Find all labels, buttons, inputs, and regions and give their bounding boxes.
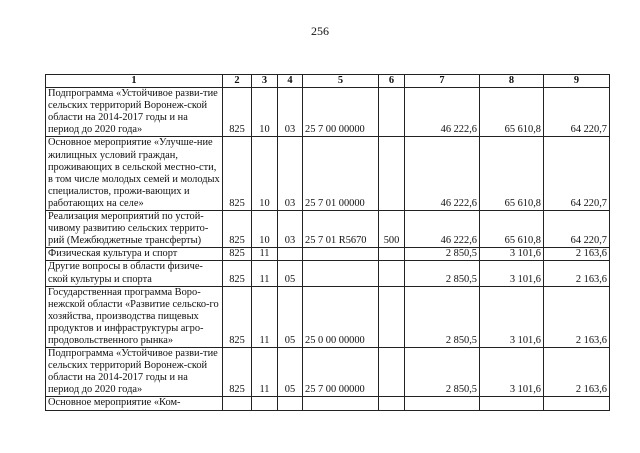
subsection-code-cell: 05 [278,348,303,397]
amount-cell-col7: 2 850,5 [405,348,480,397]
subsection-code-cell: 05 [278,286,303,347]
table-row [46,397,610,410]
amount-cell-col9: 64 220,7 [544,88,610,137]
subsection-code-cell: 03 [278,137,303,211]
expense-type-cell [379,286,405,347]
ministry-code-cell: 825 [223,137,252,211]
column-header: 8 [480,75,544,88]
expense-type-cell: 500 [379,211,405,248]
column-header: 1 [46,75,223,88]
section-code-cell: 11 [252,348,278,397]
expense-type-cell [379,348,405,397]
table-row [46,211,610,248]
target-article-cell [303,248,379,261]
subsection-code-cell [278,248,303,261]
row-description: Физическая культура и спорт [46,248,223,261]
target-article-cell: 25 7 01 R5670 [303,211,379,248]
table-row [46,88,610,137]
column-header: 3 [252,75,278,88]
row-description: Основное мероприятие «Улучше-ние жилищных условий граждан, проживающих в сельской местно-сти, в том числе молодых семей и молодых специалистов, прожи-вающих и работающих на селе» [46,137,223,211]
subsection-code-cell: 05 [278,261,303,286]
amount-cell-col7: 2 850,5 [405,248,480,261]
amount-cell-col9: 2 163,6 [544,286,610,347]
column-header: 4 [278,75,303,88]
amount-cell-col9 [544,397,610,410]
target-article-cell: 25 7 01 00000 [303,137,379,211]
column-header: 2 [223,75,252,88]
amount-cell-col9: 64 220,7 [544,211,610,248]
section-code-cell: 11 [252,248,278,261]
amount-cell-col8: 65 610,8 [480,137,544,211]
table-row [46,137,610,211]
target-article-cell: 25 7 00 00000 [303,348,379,397]
column-header: 6 [379,75,405,88]
amount-cell-col7: 46 222,6 [405,211,480,248]
row-description: Подпрограмма «Устойчивое разви-тие сельских территорий Воронеж-ской области на 2014-2017 годы и на период до 2020 года» [46,88,223,137]
amount-cell-col9: 2 163,6 [544,248,610,261]
subsection-code-cell: 03 [278,88,303,137]
target-article-cell [303,397,379,410]
amount-cell-col8 [480,397,544,410]
subsection-code-cell: 03 [278,211,303,248]
row-description: Другие вопросы в области физиче-ской культуры и спорта [46,261,223,286]
amount-cell-col9: 64 220,7 [544,137,610,211]
row-description: Основное мероприятие «Ком- [46,397,223,410]
amount-cell-col8: 65 610,8 [480,211,544,248]
amount-cell-col8: 3 101,6 [480,248,544,261]
amount-cell-col7 [405,397,480,410]
ministry-code-cell: 825 [223,261,252,286]
expense-type-cell [379,88,405,137]
table-row [46,286,610,347]
expense-type-cell [379,137,405,211]
target-article-cell [303,261,379,286]
row-description: Реализация мероприятий по устой-чивому развитию сельских террито-рий (Межбюджетные трансферты) [46,211,223,248]
target-article-cell: 25 7 00 00000 [303,88,379,137]
ministry-code-cell: 825 [223,348,252,397]
column-header: 9 [544,75,610,88]
expense-type-cell [379,248,405,261]
amount-cell-col7: 2 850,5 [405,261,480,286]
section-code-cell: 10 [252,211,278,248]
amount-cell-col9: 2 163,6 [544,261,610,286]
ministry-code-cell: 825 [223,286,252,347]
table-row [46,348,610,397]
ministry-code-cell: 825 [223,211,252,248]
ministry-code-cell: 825 [223,248,252,261]
section-code-cell: 11 [252,286,278,347]
table-header-row [46,75,610,88]
amount-cell-col7: 46 222,6 [405,88,480,137]
amount-cell-col9: 2 163,6 [544,348,610,397]
expense-type-cell [379,397,405,410]
page-number: 256 [311,24,329,38]
amount-cell-col7: 2 850,5 [405,286,480,347]
page-bottom-edge [0,435,640,453]
column-header: 7 [405,75,480,88]
target-article-cell: 25 0 00 00000 [303,286,379,347]
subsection-code-cell [278,397,303,410]
ministry-code-cell [223,397,252,410]
row-description: Подпрограмма «Устойчивое разви-тие сельских территорий Воронеж-ской области на 2014-2017 годы и на период до 2020 года» [46,348,223,397]
ministry-code-cell: 825 [223,88,252,137]
section-code-cell: 10 [252,137,278,211]
amount-cell-col8: 3 101,6 [480,286,544,347]
budget-table [45,74,610,411]
amount-cell-col7: 46 222,6 [405,137,480,211]
amount-cell-col8: 3 101,6 [480,348,544,397]
row-description: Государственная программа Воро-нежской области «Развитие сельско-го хозяйства, производства пищевых продуктов и инфраструктуры агро-продовольственного рынка» [46,286,223,347]
amount-cell-col8: 3 101,6 [480,261,544,286]
section-code-cell: 11 [252,261,278,286]
table-row [46,248,610,261]
column-header: 5 [303,75,379,88]
expense-type-cell [379,261,405,286]
section-code-cell [252,397,278,410]
section-code-cell: 10 [252,88,278,137]
amount-cell-col8: 65 610,8 [480,88,544,137]
table-row [46,261,610,286]
